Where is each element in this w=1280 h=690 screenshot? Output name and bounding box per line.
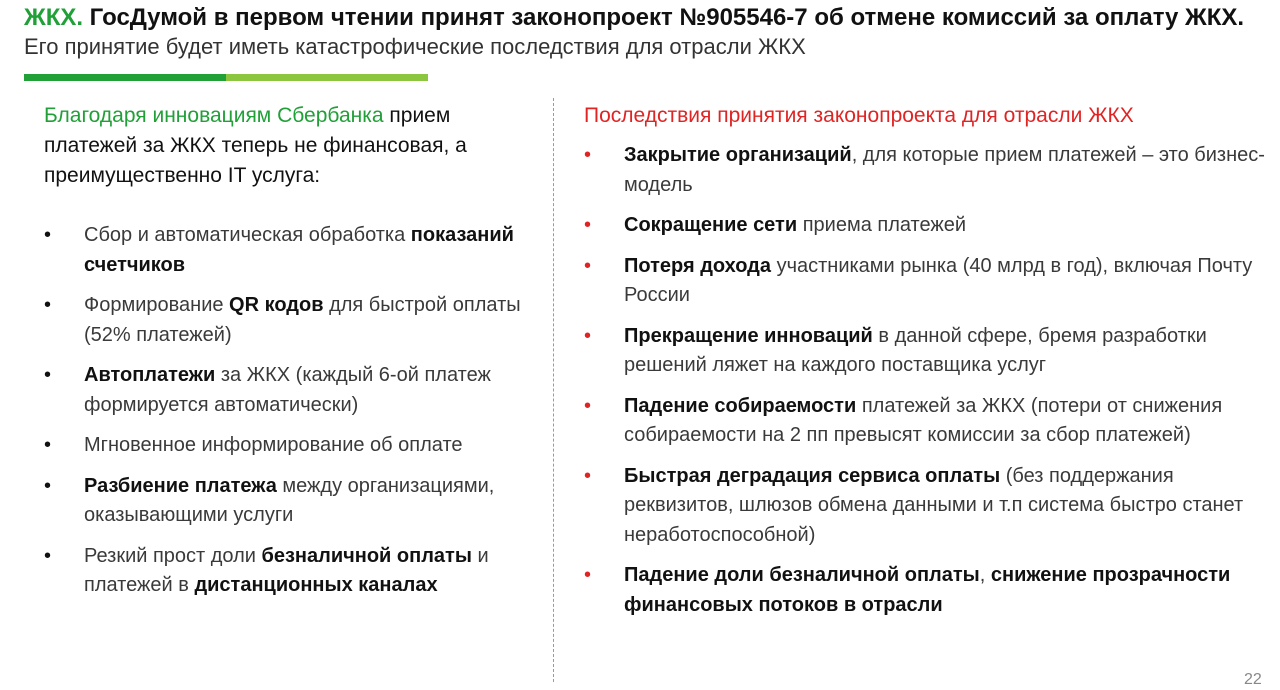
item-bold: QR кодов xyxy=(229,294,324,316)
item-bold: Сокращение сети xyxy=(624,214,798,236)
list-item xyxy=(584,462,1274,551)
bullet-icon: • xyxy=(584,254,592,277)
bullet-icon: • xyxy=(44,434,52,456)
bullet-icon: • xyxy=(584,214,592,236)
item-bold2: снижение прозрачности финансовых потоков в отрасли xyxy=(624,564,1231,616)
item-bold: Прекращение инноваций xyxy=(624,324,873,347)
item-bold: Закрытие организаций xyxy=(624,144,852,166)
left-heading xyxy=(44,101,544,191)
list-item xyxy=(44,221,544,280)
item-bold: Потеря дохода xyxy=(624,254,772,277)
left-heading-text: прием платежей за ЖКХ теперь не финансовая, а преимущественно IT услуга: xyxy=(44,104,467,187)
list-item xyxy=(584,561,1274,620)
list-item xyxy=(584,211,1274,241)
item-between: (без поддержания реквизитов, шлюзов обмена данными и т.п система быстро станет неработоспособной) xyxy=(624,464,1244,546)
bullet-icon: • xyxy=(44,544,52,567)
list-item xyxy=(44,542,544,601)
right-bullet-list xyxy=(584,141,1274,620)
left-bullet-list xyxy=(44,221,544,601)
item-between: между организациями, оказывающими услуги xyxy=(84,474,495,526)
column-divider xyxy=(553,98,554,682)
bullet-icon: • xyxy=(44,224,52,246)
item-bold: безналичной оплаты xyxy=(261,544,472,567)
item-before: Резкий прост доли xyxy=(84,544,262,567)
bullet-icon: • xyxy=(44,364,52,386)
list-item xyxy=(584,141,1274,200)
item-before: Мгновенное информирование об оплате xyxy=(84,434,463,456)
item-bold: Разбиение платежа xyxy=(84,474,277,497)
item-between: в данной сфере, бремя разработки решений ляжет на каждого поставщика услуг xyxy=(624,324,1207,376)
list-item xyxy=(44,361,544,420)
item-between: за ЖКХ (каждый 6-ой платеж формируется автоматически) xyxy=(84,364,491,416)
item-bold: Автоплатежи xyxy=(84,364,216,386)
item-between: приема платежей xyxy=(797,214,967,236)
list-item xyxy=(44,472,544,531)
item-bold: Быстрая деградация сервиса оплаты xyxy=(624,464,1001,487)
bullet-icon: • xyxy=(584,144,592,166)
title-accent: ЖКХ. xyxy=(24,4,84,31)
item-before: Формирование xyxy=(84,294,230,316)
slide-title xyxy=(24,3,1274,33)
progress-bar xyxy=(24,74,428,81)
page-number: 22 xyxy=(1244,671,1262,688)
item-between: , xyxy=(979,564,991,586)
list-item xyxy=(584,252,1274,311)
list-item xyxy=(584,322,1274,381)
bullet-icon: • xyxy=(584,564,592,586)
item-between: участниками рынка (40 млрд в год), включая Почту России xyxy=(624,254,1253,306)
item-between: , для которые прием платежей – это бизнес-модель xyxy=(624,144,1265,196)
bullet-icon: • xyxy=(584,324,592,347)
list-item xyxy=(584,392,1274,451)
right-heading: Последствия принятия законопроекта для отрасли ЖКХ xyxy=(584,104,1134,127)
list-item xyxy=(44,291,544,350)
right-column xyxy=(584,101,1274,631)
left-heading-accent: Благодаря инновациям Сбербанка xyxy=(44,104,384,127)
bullet-icon: • xyxy=(44,294,52,316)
bullet-icon: • xyxy=(584,464,592,487)
progress-fill xyxy=(24,74,428,81)
bullet-icon: • xyxy=(44,474,52,497)
left-column xyxy=(44,101,544,612)
item-bold: Падение собираемости xyxy=(624,394,857,417)
item-bold: показаний счетчиков xyxy=(84,224,514,276)
item-before: Сбор и автоматическая обработка xyxy=(84,224,411,246)
list-item xyxy=(44,431,544,461)
bullet-icon: • xyxy=(584,394,592,417)
item-bold: Падение доли безналичной оплаты xyxy=(624,564,980,586)
slide-subtitle: Его принятие будет иметь катастрофические последствия для отрасли ЖКХ xyxy=(24,34,806,59)
item-between: платежей за ЖКХ (потери от снижения собираемости на 2 пп превысят комиссии за сбор платежей) xyxy=(624,394,1223,446)
item-between: для быстрой оплаты (52% платежей) xyxy=(84,294,521,346)
item-bold2: дистанционных каналах xyxy=(194,574,438,596)
item-between: и платежей в xyxy=(84,544,489,596)
title-text: ГосДумой в первом чтении принят законопроект №905546-7 об отмене комиссий за оплату ЖКХ. xyxy=(83,4,1245,31)
